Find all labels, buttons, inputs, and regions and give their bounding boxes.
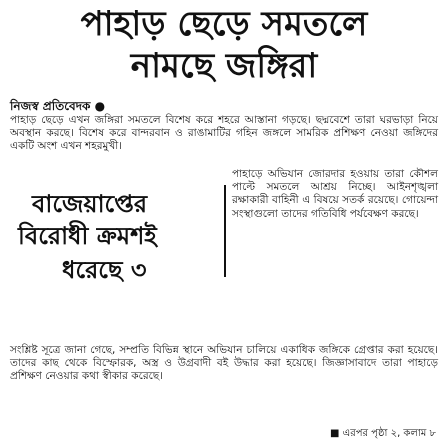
right-column-text: পাহাড়ে অভিযান জোরদার হওয়ায় তারা কৌশল পাল্টে সমতলে আশ্রয় নিচ্ছে। আইনশৃঙ্খলা রক্ষাকারী বাহিনী এ বিষয়ে সতর্ক রয়েছে। গোয়েন্দা সংস্থাগুলো তাদের গতিবিধি পর্যবেক্ষণ করছে। (232, 168, 438, 220)
paragraph-2: সংশ্লিষ্ট সূত্রে জানা গেছে, সম্প্রতি বিভিন্ন স্থানে অভিযান চালিয়ে একাধিক জঙ্গিকে গ্রেপ্তার করা হয়েছে। তাদের কাছ থেকে বিস্ফোরক, অস্ত্র ও উগ্রবাদী বই উদ্ধার করা হয়েছে। জিজ্ঞাসাবাদে তারা পাহাড়ে প্রশিক্ষণ নেওয়ার কথা স্বীকার করেছে। (10, 344, 438, 383)
pull-quote-line-3: ধরেছে ৩ (62, 255, 147, 284)
headline-line-2: নামছে জঙ্গিরা (130, 46, 318, 86)
byline: নিজস্ব প্রতিবেদক ● (10, 99, 106, 113)
pull-quote-line-2: বিরোধী ক্রমশই (18, 221, 157, 250)
pull-quote-line-1: বাজেয়াপ্তের (32, 189, 148, 218)
headline-line-1: পাহাড় ছেড়ে সমতলে (80, 4, 368, 44)
continuation-note: ■ এরপর পৃষ্ঠা ২, কলাম ৮ (329, 428, 436, 439)
paragraph-1: পাহাড় ছেড়ে এখন জঙ্গিরা সমতলে বিশেষ করে শহরে আস্তানা গড়ছে। ছদ্মবেশে তারা ঘরভাড়া নিয়ে অবস্থান করছে। বিশেষ করে বান্দরবান ও রাঙামাটির গহিন জঙ্গলে সামরিক প্রশিক্ষণ নেওয়া জঙ্গিদের একটি অংশ এখন শহরমুখী। (10, 114, 438, 153)
column-divider (224, 185, 226, 277)
